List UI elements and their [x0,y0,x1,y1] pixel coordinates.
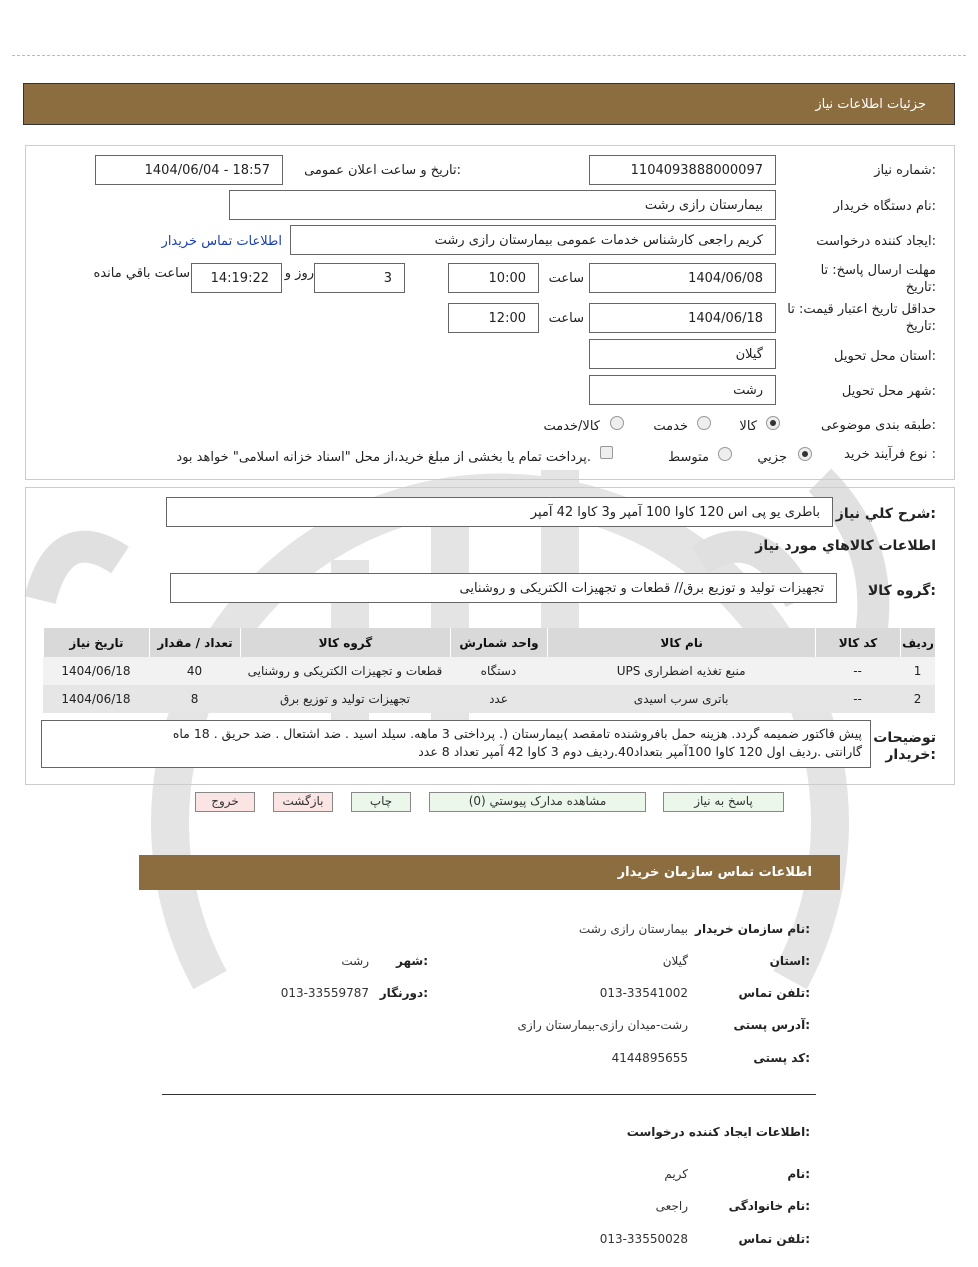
creator-label: ایجاد کننده درخواست: [816,234,936,249]
contact-postal-label: کد پستی: [753,1051,810,1065]
remaining-label: ساعت باقي مانده [93,266,190,281]
cell-date: 1404/06/18 [43,657,149,685]
announce-field: 1404/06/04 - 18:57 [95,155,283,185]
cell-name: منبع تغذیه اضطراری UPS [547,657,815,685]
announce-label: تاریخ و ساعت اعلان عمومی: [304,163,461,178]
category-radio-goods[interactable] [766,416,780,430]
page-title: جزئیات اطلاعات نیاز [815,97,926,112]
contact-phone-value: 013-33541002 [599,986,688,1000]
reply-button[interactable]: پاسخ به نیاز [663,792,784,812]
col-unit: واحد شمارش [450,628,547,657]
purchase-radio-medium[interactable] [718,447,732,461]
validity-date-field: 1404/06/18 [589,303,776,333]
back-button[interactable]: بازگشت [273,792,333,812]
contact-city-value: رشت [341,954,369,968]
city-label: شهر محل تحویل: [841,384,936,399]
summary-label: شرح کلي نياز: [835,506,936,522]
purchase-option-minor: جزیي [757,450,787,465]
col-name: نام کالا [547,628,815,657]
exit-button[interactable]: خروج [195,792,255,812]
contact-city-label: شهر: [396,954,428,968]
cell-qty: 8 [149,685,240,713]
cell-group: قطعات و تجهیزات الکتریکی و روشنایی [240,657,450,685]
city-field: رشت [589,375,776,405]
goods-info-title: اطلاعات کالاهاي مورد نياز [755,538,936,554]
deadline-time-field: 10:00 [448,263,539,293]
table-row [43,685,935,713]
goods-table [43,628,935,713]
cell-name: باتری سرب اسیدی [547,685,815,713]
col-group: گروه کالا [240,628,450,657]
creator-phone-label: تلفن تماس: [738,1232,810,1246]
col-code: کد کالا [815,628,900,657]
col-date: تاریخ نیاز [43,628,149,657]
category-option-service: خدمت [653,419,688,434]
cell-date: 1404/06/18 [43,685,149,713]
cell-code: -- [815,685,900,713]
payment-checkbox[interactable] [600,446,613,459]
top-divider [12,55,966,56]
days-label: روز و [284,266,314,281]
contact-fax-label: دورنگار: [379,986,428,1000]
creator-family-label: نام خانوادگی: [728,1199,810,1213]
province-label: استان محل تحویل: [834,349,936,364]
contact-header [139,855,840,890]
deadline-date-field: 1404/06/08 [589,263,776,293]
goods-group-label: گروه کالا: [867,583,936,599]
buyer-notes-box [41,720,871,768]
attachments-button[interactable]: مشاهده مدارک پیوستي (0) [429,792,646,812]
purchase-radio-minor[interactable] [798,447,812,461]
cell-code: -- [815,657,900,685]
cell-qty: 40 [149,657,240,685]
cell-row: 1 [900,657,935,685]
deadline-time-label: ساعت [548,271,584,286]
validity-label: حداقل تاریخ اعتبار قیمت: تا تاریخ: [787,302,936,334]
contact-postal-value: 4144895655 [611,1051,688,1065]
buyer-notes-line1: پیش فاکتور ضمیمه گردد. هزینه حمل بافروشنده تامقصد )بیمارستان (. پرداختی 3 ماهه. سیلد اسید . ضد اشتعال . ضد حریق . 18 ماه [172,726,862,741]
contact-fax-value: 013-33559787 [280,986,369,1000]
creator-info-title: اطلاعات ایجاد کننده درخواست: [626,1125,810,1139]
category-label: طبقه بندی موضوعی: [820,418,936,433]
contact-address-label: آدرس پستی: [733,1018,810,1032]
creator-name-label: نام: [787,1167,810,1181]
province-field: گیلان [589,339,776,369]
contact-divider [162,1094,816,1095]
cell-unit: عدد [450,685,547,713]
deadline-label: مهلت ارسال پاسخ: تا تاریخ: [820,263,936,295]
purchase-type-label: نوع فرآیند خرید : [844,447,936,462]
creator-name-value: کریم [664,1167,688,1181]
buyer-org-field: بیمارستان رازی رشت [229,190,776,220]
contact-province-label: استان: [769,954,810,968]
contact-org-value: بیمارستان رازی رشت [578,922,688,936]
need-number-field: 1104093888000097 [589,155,776,185]
need-number-label: شماره نیاز: [874,163,936,178]
buyer-notes-label: توضیحات خریدار: [873,730,936,763]
category-radio-service[interactable] [697,416,711,430]
days-field: 3 [314,263,405,293]
col-qty: تعداد / مقدار [149,628,240,657]
print-button[interactable]: چاپ [351,792,411,812]
validity-time-field: 12:00 [448,303,539,333]
buyer-notes-line2: گارانتی .ردیف اول 120 کاوا 100آمپر بتعداد40.ردیف دوم 3 کاوا 42 آمپر تعداد 8 عدد [418,744,862,759]
cell-row: 2 [900,685,935,713]
contact-title: اطلاعات تماس سازمان خریدار [617,865,812,880]
category-radio-goods-service[interactable] [610,416,624,430]
goods-group-field: تجهیزات تولید و توزیع برق// قطعات و تجهیزات الکتریکی و روشنایی [170,573,837,603]
page-header [23,83,955,125]
cell-group: تجهیزات تولید و توزیع برق [240,685,450,713]
summary-field: باطری یو پی اس 120 کاوا 100 آمپر و3 کاوا 42 آمپر [166,497,833,527]
table-row [43,657,935,685]
table-header-row [43,628,935,657]
purchase-option-medium: متوسط [668,450,709,465]
contact-province-value: گیلان [662,954,688,968]
payment-note: پرداخت تمام یا بخشی از مبلغ خرید،از محل "اسناد خزانه اسلامی" خواهد بود. [176,450,591,465]
category-option-goods-service: کالا/خدمت [543,419,600,434]
creator-phone-value: 013-33550028 [599,1232,688,1246]
contact-address-value: رشت-میدان رازی-بیمارستان رازی [517,1018,688,1032]
contact-org-label: نام سازمان خریدار: [695,922,810,936]
col-row: ردیف [900,628,935,657]
buyer-org-label: نام دستگاه خریدار: [833,199,936,214]
category-option-goods: کالا [739,419,757,434]
contact-phone-label: تلفن تماس: [738,986,810,1000]
validity-time-label: ساعت [548,311,584,326]
buyer-contact-link[interactable]: اطلاعات تماس خریدار [161,234,282,249]
remaining-time-field: 14:19:22 [191,263,282,293]
creator-family-value: راجعی [655,1199,688,1213]
cell-unit: دستگاه [450,657,547,685]
creator-field: کریم راجعی کارشناس خدمات عمومی بیمارستان رازی رشت [290,225,776,255]
